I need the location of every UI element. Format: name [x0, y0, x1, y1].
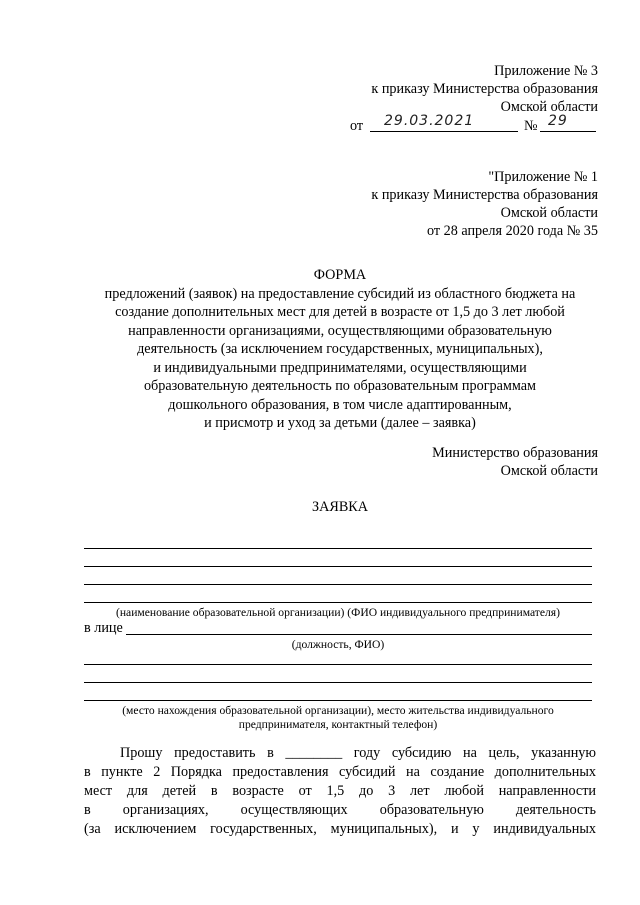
blank-line [84, 548, 592, 549]
form-line: предложений (заявок) на предоставление субсидий из областного бюджета на [104, 286, 576, 302]
number-underline [540, 131, 596, 132]
handwritten-date: 29.03.2021 [384, 113, 475, 129]
blank-line [84, 584, 592, 585]
caption-name: (наименование образовательной организации) (ФИО индивидуального предпринимателя) [115, 606, 560, 619]
application-title: ЗАЯВКА [312, 499, 368, 515]
body-line: в пункте 2 Порядка предоставления субсидий на создание дополнительных [84, 764, 596, 780]
form-line: образовательную деятельность по образовательным программам [143, 378, 537, 394]
form-line: и присмотр и уход за детьми (далее – заявка) [204, 415, 476, 431]
handwritten-number: 29 [548, 113, 568, 129]
appendix3-region: Омской области [500, 99, 598, 115]
body-line: в организациях, осуществляющих образовательную деятельность [84, 802, 596, 818]
form-line: создание дополнительных мест для детей в возрасте от 1,5 до 3 лет любой [115, 304, 565, 320]
form-line: деятельность (за исключением государственных, муниципальных), [137, 341, 543, 357]
form-line: направленности организациями, осуществляющими образовательную [128, 323, 552, 339]
from-label: от [350, 118, 364, 134]
blank-line [84, 682, 592, 683]
blank-line [84, 700, 592, 701]
body-line: (за исключением государственных, муниципальных), и у индивидуальных [84, 821, 596, 837]
caption-location-1: (место нахождения образовательной организации), место жительства индивидуального [122, 704, 554, 717]
blank-line [84, 566, 592, 567]
body-line: Прошу предоставить в ________ году субсидию на цель, указанную [120, 745, 596, 761]
appendix1-order: к приказу Министерства образования [371, 187, 598, 203]
appendix3-order: к приказу Министерства образования [371, 81, 598, 97]
appendix1-title: "Приложение № 1 [488, 169, 598, 185]
in-person-line [126, 634, 592, 635]
recipient-line2: Омской области [500, 463, 598, 479]
recipient-line1: Министерство образования [432, 445, 598, 461]
appendix1-region: Омской области [500, 205, 598, 221]
blank-line [84, 664, 592, 665]
blank-line [84, 602, 592, 603]
date-underline [370, 131, 518, 132]
form-title: ФОРМА [313, 267, 367, 283]
form-line: дошкольного образования, в том числе адаптированным, [168, 397, 512, 413]
body-line: мест для детей в возрасте от 1,5 до 3 лет любой направленности [84, 783, 596, 799]
caption-position: (должность, ФИО) [291, 638, 385, 651]
appendix3-title: Приложение № 3 [494, 63, 598, 79]
form-line: и индивидуальными предпринимателями, осуществляющими [153, 360, 527, 376]
appendix1-date: от 28 апреля 2020 года № 35 [426, 223, 598, 239]
caption-location-2: предпринимателя, контактный телефон) [238, 718, 438, 731]
in-person-label: в лице [84, 620, 123, 636]
number-label: № [524, 118, 538, 134]
